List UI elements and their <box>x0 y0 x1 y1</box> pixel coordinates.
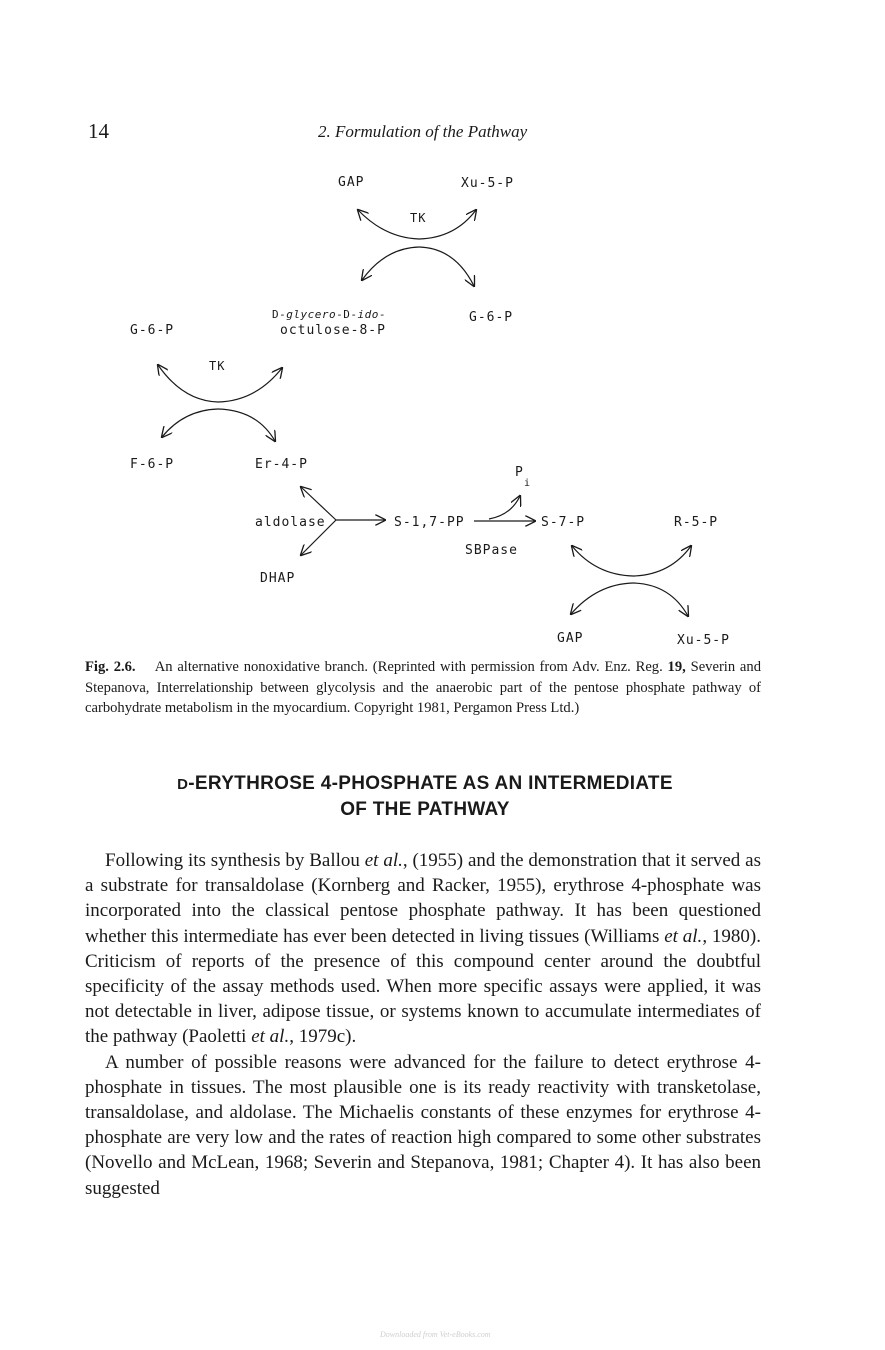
arrow-aldolase-er4p <box>301 487 336 520</box>
arrow-top-lower-right <box>419 247 474 286</box>
section-heading-line2: OF THE PATHWAY <box>340 799 510 820</box>
arrow-bottom-lower-left <box>571 583 633 614</box>
arrow-top-upper-left <box>358 210 419 239</box>
label-sbpase: SBPase <box>465 543 518 558</box>
paragraph-1: Following its synthesis by Ballou et al., (1955) and the demonstration that it served as a substrate for transaldolase (Kornberg and Racker, 1955), erythrose 4-phosphate was incorporated into the classical pentose phosphate pathway. It has been questioned whether this intermediate has ever been detected in living tissues (Williams et al., 1980). Criticism of reports of the presence of this compound center around the doubtful specificity of the assay methods used. When more specific assays were applied, it was not detectable in liver, adipose tissue, or systems known to accumulate intermediates of the pathway (Paoletti et al., 1979c). <box>85 850 761 1048</box>
arrow-pi-release <box>489 496 520 519</box>
label-g6p-left: G-6-P <box>130 323 175 338</box>
label-gap-top: GAP <box>338 175 365 190</box>
label-pi-subscript: i <box>524 478 531 489</box>
body-text <box>85 848 761 1201</box>
arrow-mid-lower-right <box>218 409 275 441</box>
label-dhap: DHAP <box>260 571 296 586</box>
line-aldolase-dhap <box>301 520 336 555</box>
arrow-top-lower-left <box>362 247 419 280</box>
label-s17pp: S-1,7-PP <box>394 515 465 530</box>
arrow-mid-upper-left <box>158 365 218 402</box>
watermark: Downloaded from Vet-eBooks.com <box>380 1330 491 1339</box>
label-g6p-right: G-6-P <box>469 310 514 325</box>
paragraph-2: A number of possible reasons were advanced for the failure to detect erythrose 4-phosphate in tissues. The most plausible one is its ready reactivity with transketolase, transaldolase, and aldolase. The Michaelis constants of these enzymes for erythrose 4-phosphate are very low and the rates of reaction high compared to some other substrates (Novello and McLean, 1968; Severin and Stepanova, 1981; Chapter 4). It has also been suggested <box>85 1051 761 1199</box>
section-heading-line1: D-ERYTHROSE 4-PHOSPHATE AS AN INTERMEDIATE <box>177 773 673 794</box>
label-tk-top: TK <box>410 211 427 225</box>
arrow-top-upper-right <box>419 210 476 239</box>
label-s7p: S-7-P <box>541 515 586 530</box>
label-aldolase: aldolase <box>255 515 326 530</box>
arrow-mid-upper-right <box>218 368 282 402</box>
arrow-bottom-upper-right <box>633 546 691 576</box>
running-head: 2. Formulation of the Pathway <box>318 122 528 141</box>
arrow-bottom-lower-right <box>633 583 688 616</box>
label-xu5p-bottom: Xu-5-P <box>677 633 730 648</box>
figure-caption: Fig. 2.6. An alternative nonoxidative branch. (Reprinted with permission from Adv. Enz. Reg. 19, Severin and Stepanova, Interrelationship between glycolysis and the anaerobic part of the pentose phosphate pathway of carbohydrate metabolism in the myocardium. Copyright 1981, Pergamon Press Ltd.) <box>85 659 762 716</box>
label-pi: P <box>515 465 524 480</box>
label-octulose-line2: octulose-8-P <box>280 323 386 338</box>
label-octulose-line1: D-glycero-D-ido- <box>272 308 386 321</box>
label-r5p: R-5-P <box>674 515 719 530</box>
label-tk-middle: TK <box>209 359 226 373</box>
caption-label: Fig. 2.6. <box>85 659 136 675</box>
arrow-bottom-upper-left <box>572 546 633 576</box>
label-xu5p-top: Xu-5-P <box>461 176 514 191</box>
label-f6p: F-6-P <box>130 457 175 472</box>
arrow-mid-lower-left <box>162 409 218 437</box>
label-gap-bottom: GAP <box>557 631 584 646</box>
label-er4p: Er-4-P <box>255 457 308 472</box>
page-number: 14 <box>88 119 109 143</box>
